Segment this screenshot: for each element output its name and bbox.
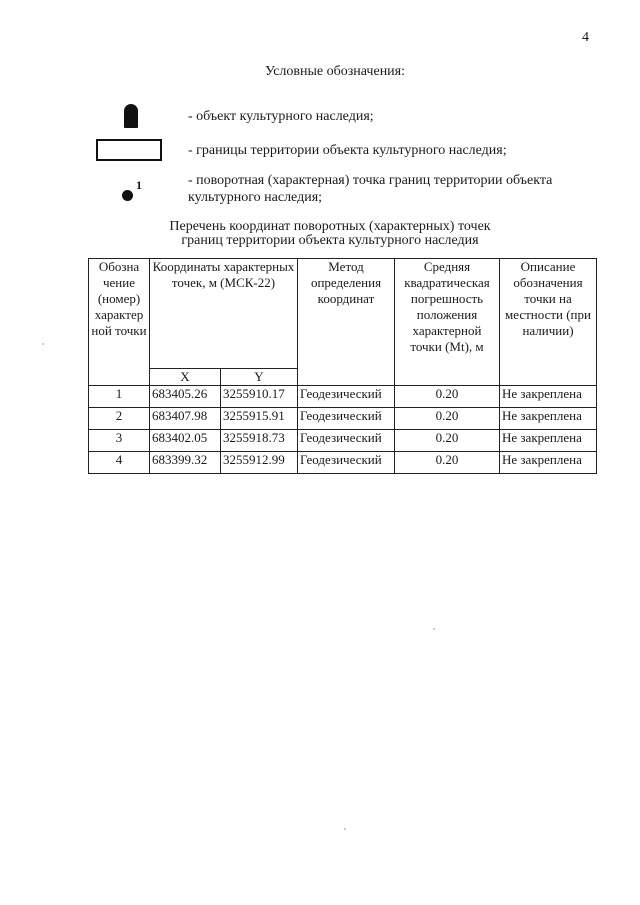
header-y: Y: [221, 369, 298, 386]
cell-point: 2: [89, 408, 150, 430]
cell-description: Не закреплена: [500, 408, 597, 430]
legend-item-heritage: [90, 104, 610, 132]
legend-text-border: - границы территории объекта культурного наследия;: [188, 143, 507, 158]
header-point: Обозна чение (номер) характер ной точки: [89, 259, 150, 386]
cell-point: 4: [89, 452, 150, 474]
legend-item-border: [90, 139, 610, 165]
cell-error: 0.20: [395, 386, 500, 408]
cell-method: Геодезический: [298, 430, 395, 452]
cell-method: Геодезический: [298, 386, 395, 408]
table-row: [89, 452, 597, 474]
cell-x: 683402.05: [150, 430, 221, 452]
header-method: Метод определения координат: [298, 259, 395, 386]
page-number: 4: [582, 30, 589, 45]
header-coords: Координаты характерных точек, м (МСК-22): [150, 259, 298, 369]
cell-description: Не закреплена: [500, 386, 597, 408]
table-row: [89, 386, 597, 408]
cell-x: 683407.98: [150, 408, 221, 430]
table-row: [89, 430, 597, 452]
cell-point: 1: [89, 386, 150, 408]
cell-x: 683399.32: [150, 452, 221, 474]
cell-error: 0.20: [395, 430, 500, 452]
cell-error: 0.20: [395, 452, 500, 474]
table-title-line1: Перечень координат поворотных (характерных) точек: [169, 219, 491, 234]
cell-method: Геодезический: [298, 408, 395, 430]
legend-item-point: [90, 172, 610, 212]
table-title-line2: границ территории объекта культурного наследия: [181, 233, 479, 248]
cell-point: 3: [89, 430, 150, 452]
cell-y: 3255918.73: [221, 430, 298, 452]
header-error: Средняя квадратическая погрешность положения характерной точки (Mt), м: [395, 259, 500, 386]
cell-y: 3255910.17: [221, 386, 298, 408]
header-description: Описание обозначения точки на местности (при наличии): [500, 259, 597, 386]
cell-description: Не закреплена: [500, 430, 597, 452]
coordinates-table: [88, 258, 597, 474]
table-row: [89, 408, 597, 430]
cell-method: Геодезический: [298, 452, 395, 474]
cell-x: 683405.26: [150, 386, 221, 408]
legend-text-point: - поворотная (характерная) точка границ территории объекта культурного наследия;: [188, 173, 553, 205]
legend-title: Условные обозначения:: [264, 64, 406, 79]
legend-text-heritage: - объект культурного наследия;: [188, 109, 374, 124]
cell-error: 0.20: [395, 408, 500, 430]
cell-description: Не закреплена: [500, 452, 597, 474]
header-x: X: [150, 369, 221, 386]
turning-point-icon-label: 1: [136, 178, 142, 192]
table-title: [0, 220, 640, 248]
cell-y: 3255915.91: [221, 408, 298, 430]
cell-y: 3255912.99: [221, 452, 298, 474]
